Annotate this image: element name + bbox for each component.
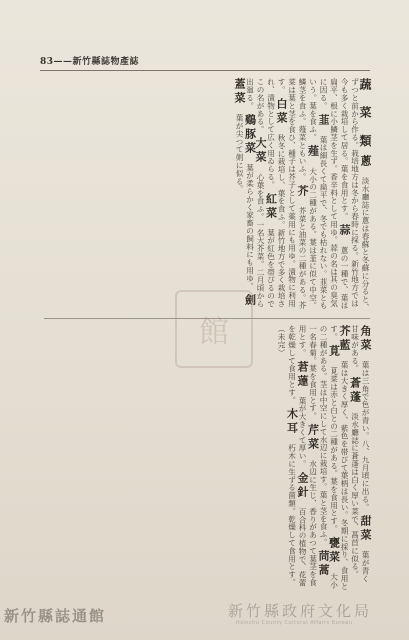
bottom-text: 葉は三角で色が青い。八、九月頃に出る。: [361, 353, 370, 516]
bottom-term: 莧: [327, 344, 341, 359]
bottom-text: 莧菜は赤と白との二種がある。葉を食用とす。: [329, 358, 339, 537]
section-title: 蔬 菜 類: [358, 78, 372, 153]
top-term: 紅菜: [264, 192, 278, 221]
top-text: 蔥の一種で、葉は扁平、根に小鱗茎を生ず。香辛料として用ゆ。蒜の名は其の臭気に因る。: [319, 78, 349, 310]
top-text: 葉が尖つて剣に似る。: [235, 106, 244, 197]
bottom-term: 甜菜: [359, 515, 372, 544]
bottom-term: 金針: [296, 471, 309, 500]
bottom-text: 淡水廳誌に蒼蓬は白く厚い菜で、萵苣に似る。: [350, 404, 360, 583]
bottom-text: 朽木に生ずる菌類。乾燥して食用とす。: [287, 436, 297, 591]
top-text: 葉が柔らかく家畜の飼料にも用ゆ。: [245, 155, 255, 295]
top-text: 大小の二種がある。葉は韮に似て中空。鱗茎を食ふ。薤菜ともいふ。: [298, 78, 318, 310]
top-text: 淡水廳誌に蔥は春蘇と冬蘇に分ると、ずつと前から作る。栽培地方は冬から春時に採る。新竹地方では今も多く栽培して居る。葉を食用とす。: [340, 78, 370, 312]
page-header: 83——新竹縣誌物產誌: [40, 57, 140, 67]
bottom-text: 百合科の植物で、花蕾を乾燥して食用とす。: [287, 325, 307, 587]
top-text: 芥菜と油菜の二種がある。芥菜は葉と茎を食ひ、種子は芥子として薬用にも用ゆ。漬物に利用す。: [277, 78, 307, 310]
seal-text: 館: [199, 315, 229, 350]
top-term: 芥: [296, 184, 309, 199]
bottom-term: 莙薘: [296, 360, 309, 389]
bottom-term: 木耳: [285, 408, 299, 437]
top-term: 鷄豚菜: [243, 113, 257, 156]
bottom-term: 茼蒿: [317, 550, 330, 579]
top-term: 蒜: [338, 224, 351, 239]
footer-right-subtitle: Hsinchu County Cultural Affairs Bureau: [236, 620, 353, 626]
bottom-text: 葉が大きくて厚い。: [298, 388, 307, 472]
top-columns: [44, 78, 370, 314]
top-term: 大菜: [254, 137, 267, 166]
top-entry-list: [235, 78, 370, 311]
top-text: 心葉を食ふ。一名大芥菜。二月頃から出廻る。: [245, 78, 265, 308]
top-term: 薤: [306, 145, 320, 160]
top-term: 韮: [317, 113, 330, 128]
bottom-text: 水辺に生じ、香りがあつて葉茎を食用とす。: [298, 325, 318, 587]
top-term: 蔥: [359, 155, 372, 170]
footer-left-watermark: 新竹縣誌通館: [4, 607, 107, 625]
top-term: 白菜: [275, 97, 288, 126]
header-rule: [40, 70, 370, 71]
end-note: （未完）: [277, 325, 286, 357]
top-term: 劍蓋菜: [233, 78, 257, 309]
bottom-text: 一名春菊。葉を食用とす。: [308, 325, 328, 587]
bottom-term: 角菜: [359, 325, 372, 353]
bottom-term: 蒼蓬: [348, 376, 362, 405]
bottom-text: 葉は大きく厚く、紫色を帯びて葉柄は長い。冬期に採り、食用とす。: [329, 325, 349, 590]
bottom-term: 芥藍: [338, 325, 351, 353]
bottom-term: 甕菜: [327, 536, 341, 565]
top-text: 秋冬に栽培し、葉を食ふ。新竹地方で多く栽培され、漬物として広く用ゐらる。: [266, 78, 286, 308]
bottom-term: 芹菜: [306, 423, 320, 452]
footer-right-watermark: 新竹縣政府文化局: [228, 602, 373, 620]
bottom-entry-list: [285, 325, 372, 591]
bottom-text: 大小の二種がある。茎は中空にして水辺に栽培す。葉と茎を食ふ。: [319, 325, 339, 589]
library-seal-stamp: [175, 290, 253, 368]
top-text: 葉が紅色を帯びるのでこの名がある。: [256, 78, 276, 308]
top-text: 葉は細長くて扁平で、冬でも枯れない。韮菜ともいう。葉を食ふ。: [308, 78, 328, 310]
bottom-text: 葉が青く甘味がある。: [350, 325, 370, 583]
